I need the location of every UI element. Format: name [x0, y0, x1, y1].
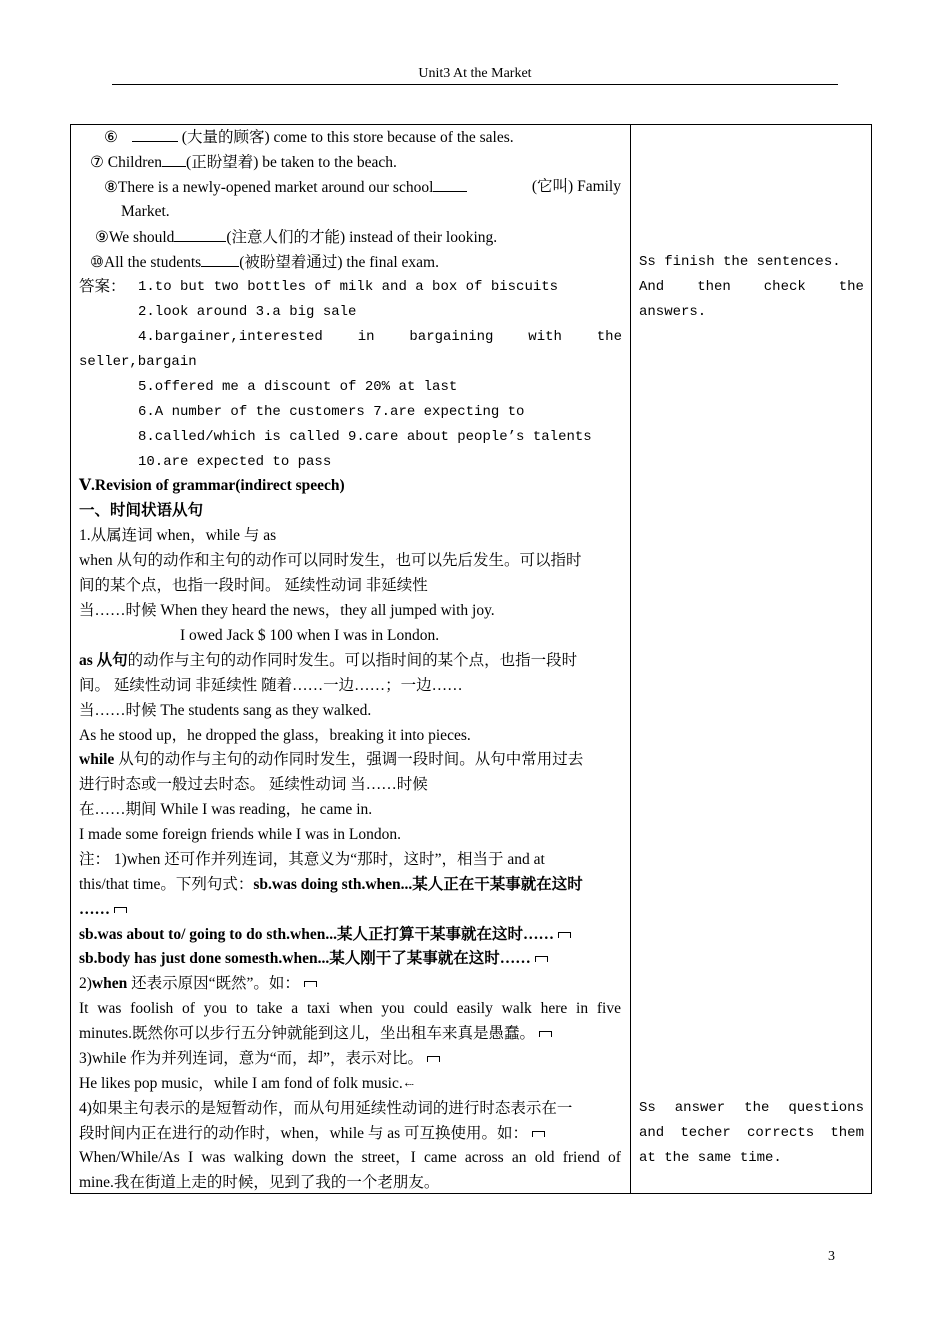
exercise-q6: ⑥ (大量的顾客) come to this store because of the sales. [104, 129, 514, 146]
grammar-l1: 1.从属连词 when，while 与 as [79, 527, 277, 544]
paragraph-mark-icon [427, 1056, 440, 1062]
grammar-l21: minutes.既然你可以步行五分钟就能到这儿，坐出租车来真是愚蠢。 [79, 1024, 552, 1044]
answer-4: 4.bargainer,interested in bargaining with the [138, 329, 622, 345]
answer-5: 5.offered me a discount of 20% at last [138, 379, 458, 395]
grammar-l6: as 从句的动作与主句的动作同时发生。可以指时间的某个点，也指一段时 [79, 652, 578, 669]
grammar-l9: As he stood up，he dropped the glass，breaking it into pieces. [79, 727, 471, 744]
exercise-q8-cont: Market. [121, 203, 170, 220]
grammar-l18: sb.body has just done somesth.when...某人刚干了某事就在这时…… [79, 949, 548, 969]
note1-line3: answers. [639, 304, 707, 320]
answer-4-cont: seller,bargain [79, 354, 197, 370]
sub-title: 一、时间状语从句 [79, 502, 204, 519]
answer-1: 1.to but two bottles of milk and a box of biscuits [138, 279, 559, 295]
grammar-l8: 当……时候 The students sang as they walked. [79, 702, 372, 719]
note2-line1: Ss answer the questions [639, 1100, 864, 1116]
grammar-l10: while 从句的动作与主句的动作同时发生，强调一段时间。从句中常用过去 [79, 751, 584, 768]
grammar-l13: I made some foreign friends while I was in London. [79, 826, 401, 843]
note2-line3: at the same time. [639, 1150, 782, 1166]
column-divider [630, 124, 631, 1194]
grammar-l14: 注： 1)when 还可作并列连词，其意义为“那时，这时”，相当于 and at [79, 851, 545, 868]
grammar-l23: He likes pop music，while I am fond of folk music. ⇠ [79, 1075, 414, 1092]
paragraph-mark-icon [304, 981, 317, 987]
exercise-q8: ⑧There is a newly-opened market around our school (它叫) Family [104, 178, 621, 196]
grammar-l7: 间。 延续性动词 非延续性 随着……一边……；一边…… [79, 677, 463, 694]
grammar-l22: 3)while 作为并列连词，意为“而，却”，表示对比。 [79, 1049, 440, 1069]
grammar-l16: …… [79, 900, 127, 920]
paragraph-mark-icon [539, 1031, 552, 1037]
answer-6-7: 6.A number of the customers 7.are expecting to [138, 404, 525, 420]
grammar-l3: 间的某个点，也指一段时间。 延续性动词 非延续性 [79, 577, 428, 594]
answer-2-3: 2.look around 3.a big sale [138, 304, 357, 320]
paragraph-mark-icon [558, 932, 571, 938]
grammar-l11: 进行时态或一般过去时态。 延续性动词 当……时候 [79, 776, 428, 793]
grammar-l19: 2)when 还表示原因“既然”。如： [79, 974, 317, 994]
note1-line2: And then check the [639, 279, 864, 295]
grammar-l20: It was foolish of you to take a taxi when you could easily walk here in five [79, 1000, 621, 1017]
grammar-l2: when 从句的动作和主句的动作可以同时发生，也可以先后发生。可以指时 [79, 552, 582, 569]
grammar-l27: mine.我在街道上走的时候，见到了我的一个老朋友。 [79, 1174, 440, 1191]
grammar-l17: sb.was about to/ going to do sth.when...某人正打算干某事就在这时…… [79, 925, 571, 945]
exercise-q7: ⑦ Children (正盼望着) be taken to the beach. [90, 154, 397, 171]
paragraph-mark-icon [535, 956, 548, 962]
grammar-l24: 4)如果主句表示的是短暂动作，而从句用延续性动词的进行时态表示在一 [79, 1100, 573, 1117]
paragraph-mark-icon: ⇠ [404, 1079, 414, 1091]
exercise-q9: ⑨We should (注意人们的才能) instead of their looking. [95, 229, 498, 246]
note1-line1: Ss finish the sentences. [639, 254, 841, 270]
grammar-l15: this/that time。下列句式：sb.was doing sth.when...某人正在干某事就在这时 [79, 876, 583, 893]
exercise-q10: ⑩All the students (被盼望着通过) the final exam. [90, 254, 439, 271]
grammar-l12: 在……期间 While I was reading，he came in. [79, 801, 373, 818]
grammar-l4: 当……时候 When they heard the news，they all jumped with joy. [79, 602, 495, 619]
answers-label: 答案： [79, 278, 126, 295]
paragraph-mark-icon [532, 1131, 545, 1137]
page-number: 3 [828, 1249, 835, 1264]
section-title: Ⅴ.Revision of grammar(indirect speech) [79, 477, 345, 494]
note2-line2: and techer corrects them [639, 1125, 864, 1141]
grammar-l25: 段时间内正在进行的动作时，when，while 与 as 可互换使用。如： [79, 1124, 545, 1144]
page-header: Unit3 At the Market [112, 66, 838, 85]
answer-8-9: 8.called/which is called 9.care about people’s talents [138, 429, 592, 445]
grammar-l5: I owed Jack $ 100 when I was in London. [180, 627, 440, 644]
paragraph-mark-icon [114, 907, 127, 913]
answer-10: 10.are expected to pass [138, 454, 332, 470]
grammar-l26: When/While/As I was walking down the street，I came across an old friend of [79, 1149, 621, 1166]
